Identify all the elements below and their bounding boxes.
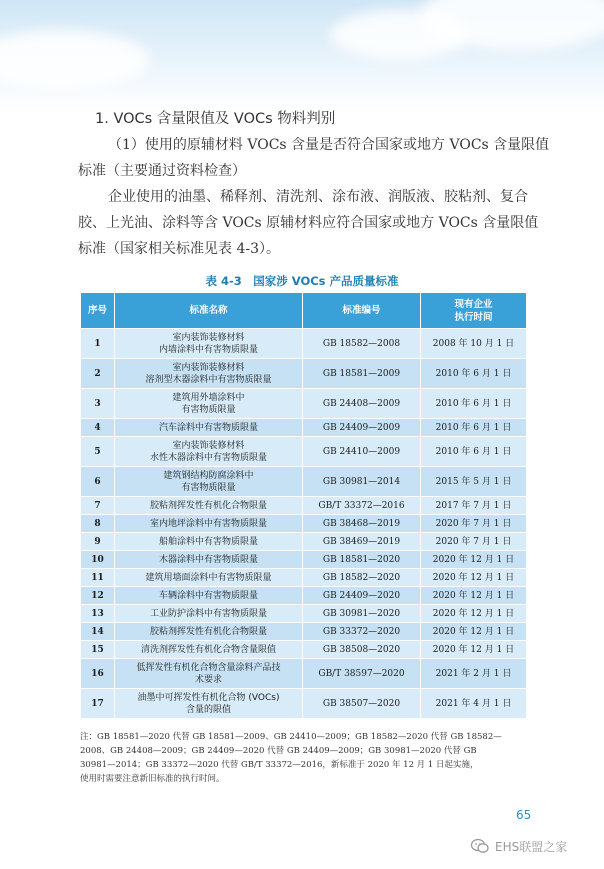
paragraph-1-line: 标准（主要通过资料检查）: [78, 163, 246, 179]
footnote-line: 注：GB 18581—2020 代替 GB 18581—2009、GB 24410—2009；GB 18582—2020 代替 GB 18582—: [80, 732, 502, 742]
cell-code: GB 24409—2009: [303, 419, 421, 437]
cell-name: 室内装饰装修材料 水性木器涂料中有害物质限量: [115, 437, 303, 467]
cell-no: 6: [81, 467, 115, 497]
cell-name: 油墨中可挥发性有机化合物 (VOCs) 含量的限值: [115, 689, 303, 719]
cell-no: 1: [81, 329, 115, 359]
cell-name: 胶粘剂挥发性有机化合物限量: [115, 623, 303, 641]
paragraph-1-line: （1）使用的原辅材料 VOCs 含量是否符合国家或地方 VOCs 含量限值: [108, 137, 550, 153]
cell-date: 2020 年 7 月 1 日: [421, 533, 527, 551]
paragraph-2-line: 胶、上光油、涂料等含 VOCs 原辅材料应符合国家或地方 VOCs 含量限值: [78, 215, 539, 231]
cell-date: 2010 年 6 月 1 日: [421, 389, 527, 419]
table-footnote: [80, 730, 530, 786]
cell-date: 2020 年 12 月 1 日: [421, 587, 527, 605]
cell-date: 2021 年 2 月 1 日: [421, 659, 527, 689]
header-date: 现有企业 执行时间: [421, 293, 527, 329]
table-row: [81, 437, 527, 467]
cell-code: GB 38469—2019: [303, 533, 421, 551]
table-row: [81, 497, 527, 515]
standards-table: [80, 292, 527, 719]
cell-name: 建筑用墙面涂料中有害物质限量: [115, 569, 303, 587]
cell-code: GB 18581—2009: [303, 359, 421, 389]
watermark-text: EHS联盟之家: [495, 839, 568, 854]
table-row: [81, 605, 527, 623]
cell-date: 2017 年 7 月 1 日: [421, 497, 527, 515]
cell-no: 2: [81, 359, 115, 389]
cell-name: 建筑用外墙涂料中 有害物质限量: [115, 389, 303, 419]
cell-code: GB 24409—2020: [303, 587, 421, 605]
cell-no: 5: [81, 437, 115, 467]
watermark: [470, 836, 567, 856]
cell-name: 室内装饰装修材料 溶剂型木器涂料中有害物质限量: [115, 359, 303, 389]
cell-name: 工业防护涂料中有害物质限量: [115, 605, 303, 623]
cell-no: 7: [81, 497, 115, 515]
cell-no: 9: [81, 533, 115, 551]
cell-name: 室内装饰装修材料 内墙涂料中有害物质限量: [115, 329, 303, 359]
cell-code: GB 38468—2019: [303, 515, 421, 533]
table-row: [81, 659, 527, 689]
header-name: 标准名称: [115, 293, 303, 329]
cell-date: 2020 年 7 月 1 日: [421, 515, 527, 533]
cell-name: 低挥发性有机化合物含量涂料产品技 术要求: [115, 659, 303, 689]
cell-code: GB 30981—2020: [303, 605, 421, 623]
table-header-row: [81, 293, 527, 329]
paragraph-2-line: 企业使用的油墨、稀释剂、清洗剂、涂布液、润版液、胶粘剂、复合: [108, 189, 528, 205]
cell-no: 16: [81, 659, 115, 689]
paragraph-2: [78, 184, 539, 262]
cell-code: GB 24410—2009: [303, 437, 421, 467]
table-row: [81, 329, 527, 359]
cell-code: GB/T 38597—2020: [303, 659, 421, 689]
cell-code: GB 38508—2020: [303, 641, 421, 659]
table-row: [81, 533, 527, 551]
page-number: 65: [516, 808, 532, 822]
table-row: [81, 587, 527, 605]
cell-code: GB 18582—2008: [303, 329, 421, 359]
cell-name: 清洗剂挥发性有机化合物含量限值: [115, 641, 303, 659]
header-no: 序号: [81, 293, 115, 329]
cell-date: 2010 年 6 月 1 日: [421, 419, 527, 437]
cell-no: 15: [81, 641, 115, 659]
table-row: [81, 689, 527, 719]
table-row: [81, 467, 527, 497]
cell-name: 室内地坪涂料中有害物质限量: [115, 515, 303, 533]
cell-code: GB 18581—2020: [303, 551, 421, 569]
cell-date: 2020 年 12 月 1 日: [421, 623, 527, 641]
table-row: [81, 389, 527, 419]
footnote-line: 使用时需要注意新旧标准的执行时间。: [80, 774, 225, 784]
cell-name: 船舶涂料中有害物质限量: [115, 533, 303, 551]
cell-date: 2020 年 12 月 1 日: [421, 551, 527, 569]
table-row: [81, 515, 527, 533]
cell-no: 10: [81, 551, 115, 569]
footnote-line: 30981—2014；GB 33372—2020 代替 GB/T 33372—2016，新标准于 2020 年 12 月 1 日起实施，: [80, 760, 479, 770]
header-code: 标准编号: [303, 293, 421, 329]
cell-no: 17: [81, 689, 115, 719]
cell-date: 2020 年 12 月 1 日: [421, 641, 527, 659]
paragraph-1: [78, 132, 550, 184]
cell-no: 4: [81, 419, 115, 437]
wechat-icon: [470, 836, 490, 856]
cell-code: GB 24408—2009: [303, 389, 421, 419]
table-row: [81, 419, 527, 437]
cell-no: 8: [81, 515, 115, 533]
table-row: [81, 359, 527, 389]
cell-date: 2021 年 4 月 1 日: [421, 689, 527, 719]
cell-code: GB 33372—2020: [303, 623, 421, 641]
cell-no: 3: [81, 389, 115, 419]
sky-background: [0, 0, 604, 110]
cell-code: GB/T 33372—2016: [303, 497, 421, 515]
table-row: [81, 569, 527, 587]
table-row: [81, 641, 527, 659]
cell-name: 建筑钢结构防腐涂料中 有害物质限量: [115, 467, 303, 497]
cell-name: 木器涂料中有害物质限量: [115, 551, 303, 569]
cell-no: 13: [81, 605, 115, 623]
cell-name: 汽车涂料中有害物质限量: [115, 419, 303, 437]
cell-code: GB 30981—2014: [303, 467, 421, 497]
cell-date: 2010 年 6 月 1 日: [421, 359, 527, 389]
cell-code: GB 18582—2020: [303, 569, 421, 587]
section-heading: 1. VOCs 含量限值及 VOCs 物料判别: [95, 111, 336, 127]
cell-code: GB 38507—2020: [303, 689, 421, 719]
cell-date: 2008 年 10 月 1 日: [421, 329, 527, 359]
cell-date: 2020 年 12 月 1 日: [421, 605, 527, 623]
paragraph-2-line: 标准（国家相关标准见表 4-3）。: [78, 241, 280, 257]
table-row: [81, 551, 527, 569]
cell-no: 12: [81, 587, 115, 605]
table-row: [81, 623, 527, 641]
cell-date: 2015 年 5 月 1 日: [421, 467, 527, 497]
cell-name: 胶粘剂挥发性有机化合物限量: [115, 497, 303, 515]
cell-date: 2010 年 6 月 1 日: [421, 437, 527, 467]
cell-date: 2020 年 12 月 1 日: [421, 569, 527, 587]
table-caption: 表 4-3 国家涉 VOCs 产品质量标准: [205, 274, 399, 288]
footnote-line: 2008、GB 24408—2009；GB 24409—2020 代替 GB 24409—2009；GB 30981—2020 代替 GB: [80, 746, 477, 756]
cell-no: 14: [81, 623, 115, 641]
cell-no: 11: [81, 569, 115, 587]
cell-name: 车辆涂料中有害物质限量: [115, 587, 303, 605]
